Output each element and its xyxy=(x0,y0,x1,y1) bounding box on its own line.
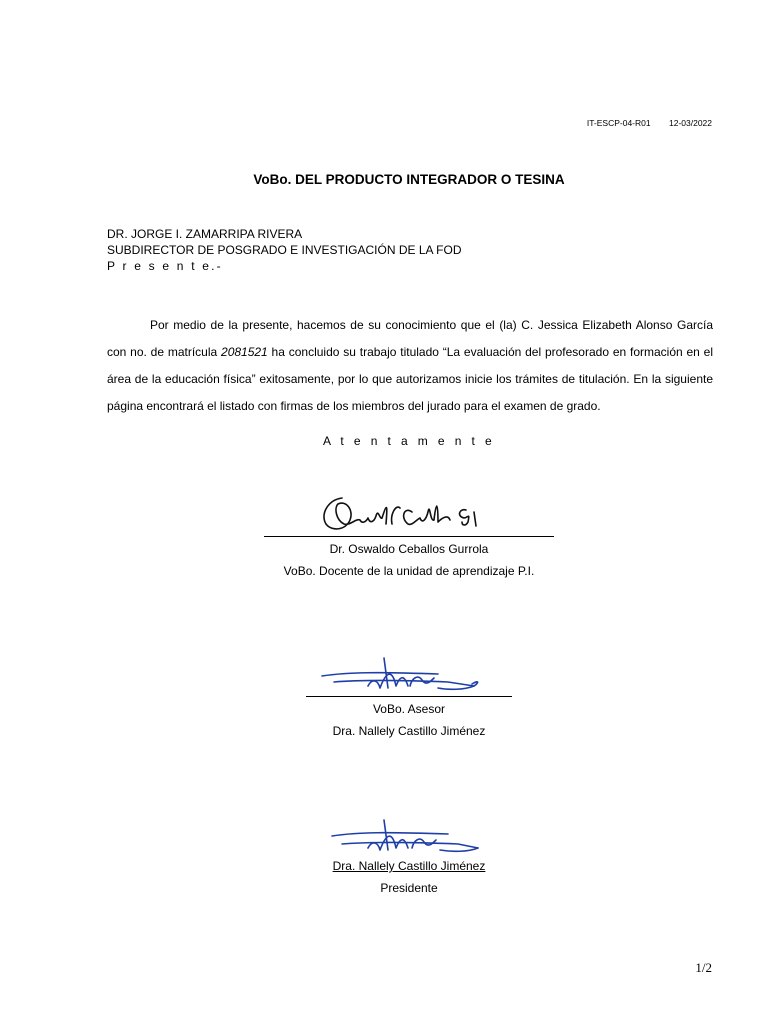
document-code: IT-ESCP-04-R01 xyxy=(586,118,651,128)
signature-castillo-asesor xyxy=(318,650,488,696)
signature-2-name: Dra. Nallely Castillo Jiménez xyxy=(332,724,486,738)
addressee-block xyxy=(107,226,462,274)
matricula-number: 2081521 xyxy=(221,345,268,359)
signature-block-3 xyxy=(0,855,768,899)
addressee-position: SUBDIRECTOR DE POSGRADO E INVESTIGACIÓN DE LA FOD xyxy=(107,243,462,257)
document-date: 12-03/2022 xyxy=(668,118,712,128)
addressee-presente: P r e s e n t e.- xyxy=(107,259,223,273)
body-paragraph xyxy=(107,312,713,420)
signature-3-role: Presidente xyxy=(380,881,438,895)
signature-block-2 xyxy=(0,698,768,742)
signature-3-name: Dra. Nallely Castillo Jiménez xyxy=(332,859,486,873)
signature-castillo-presidente xyxy=(328,814,498,860)
signature-1-name: Dr. Oswaldo Ceballos Gurrola xyxy=(329,542,489,556)
body-text-part2: ha concluido su trabajo titulado “La evaluación del profesorado en formación en el área de la educación física” exitosamente, por lo que autorizamos inicie los trámites de titulación. En la siguiente página encontrará el listado con firmas de los miembros del jurado para el examen de grado. xyxy=(107,345,714,413)
closing-atentamente: A t e n t a m e n t e xyxy=(322,434,496,448)
page-number: 1/2 xyxy=(695,960,712,975)
signature-1-role: VoBo. Docente de la unidad de aprendizaje P.I. xyxy=(283,564,535,578)
signature-2-role: VoBo. Asesor xyxy=(372,702,446,716)
body-text-part1: Por medio de la presente, hacemos de su conocimiento que el (la) C. Jessica Elizabeth Alonso García con no. de matrícula xyxy=(107,318,713,359)
signature-ceballos xyxy=(316,490,496,534)
signature-block-1 xyxy=(0,538,768,582)
addressee-name: DR. JORGE I. ZAMARRIPA RIVERA xyxy=(107,227,303,241)
document-title: VoBo. DEL PRODUCTO INTEGRADOR O TESINA xyxy=(253,172,565,187)
signature-line-1 xyxy=(264,536,554,537)
signature-line-2 xyxy=(306,696,512,697)
document-code-header xyxy=(587,118,712,128)
